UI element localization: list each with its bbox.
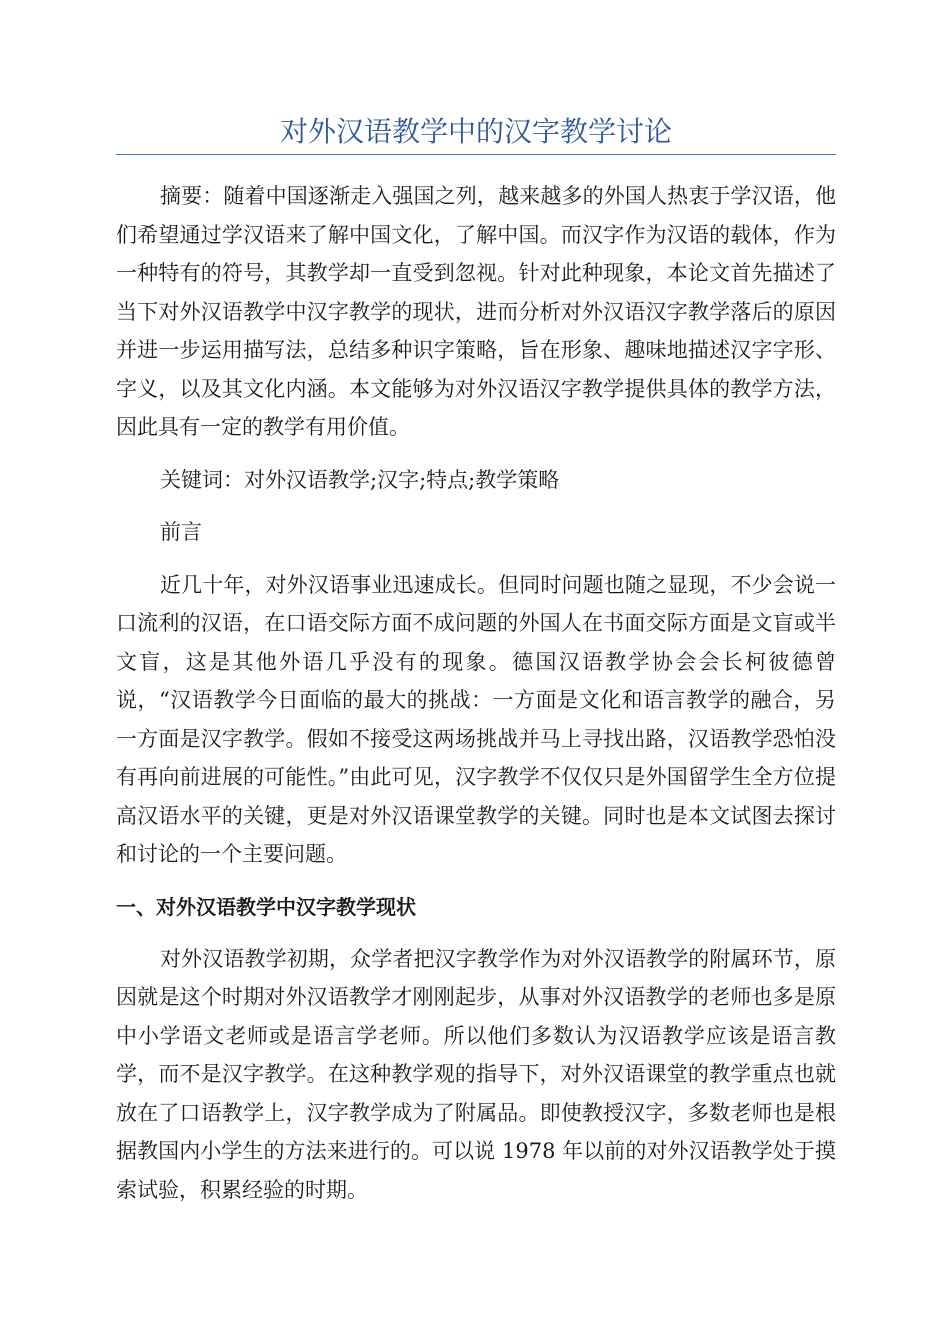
document-page	[116, 112, 836, 1209]
keywords-line: 关键词：对外汉语教学;汉字;特点;教学策略	[160, 467, 560, 492]
abstract-paragraph: 摘要：随着中国逐渐走入强国之列，越来越多的外国人热衷于学汉语，他们希望通过学汉语来了解中国文化，了解中国。而汉字作为汉语的载体，作为一种特有的符号，其教学却一直受到忽视。针对此种现象，本论文首先描述了当下对外汉语教学中汉字教学的现状，进而分析对外汉语汉字教学落后的原因并进一步运用描写法，总结多种识字策略，旨在形象、趣味地描述汉字字形、字义，以及其文化内涵。本文能够为对外汉语汉字教学提供具体的教学方法，因此具有一定的教学有用价值。	[116, 184, 836, 439]
document-title: 对外汉语教学中的汉字教学讨论	[279, 115, 672, 148]
section-1-paragraph: 对外汉语教学初期，众学者把汉字教学作为对外汉语教学的附属环节，原因就是这个时期对外汉语教学才刚刚起步，从事对外汉语教学的老师也多是原中小学语文老师或是语言学老师。所以他们多数认为汉语教学应该是语言教学，而不是汉字教学。在这种教学观的指导下，对外汉语课堂的教学重点也就放在了口语教学上，汉字教学成为了附属品。即使教授汉字，多数老师也是根据教国内小学生的方法来进行的。可以说 1978 年以前的对外汉语教学处于摸索试验，积累经验的时期。	[116, 946, 836, 1202]
title-underline	[116, 154, 836, 155]
preface-heading: 前言	[160, 520, 202, 544]
section-1-heading: 一、对外汉语教学中汉字教学现状	[116, 894, 416, 919]
preface-paragraph: 近几十年，对外汉语事业迅速成长。但同时问题也随之显现，不少会说一口流利的汉语，在口语交际方面不成问题的外国人在书面交际方面是文盲或半文盲，这是其他外语几乎没有的现象。德国汉语教学协会会长柯彼德曾说，“汉语教学今日面临的最大的挑战：一方面是文化和语言教学的融合，另一方面是汉字教学。假如不接受这两场挑战并马上寻找出路，汉语教学恐怕没有再向前进展的可能性。”由此可见，汉字教学不仅仅只是外国留学生全方位提高汉语水平的关键，更是对外汉语课堂教学的关键。同时也是本文试图去探讨和讨论的一个主要问题。	[116, 572, 836, 866]
